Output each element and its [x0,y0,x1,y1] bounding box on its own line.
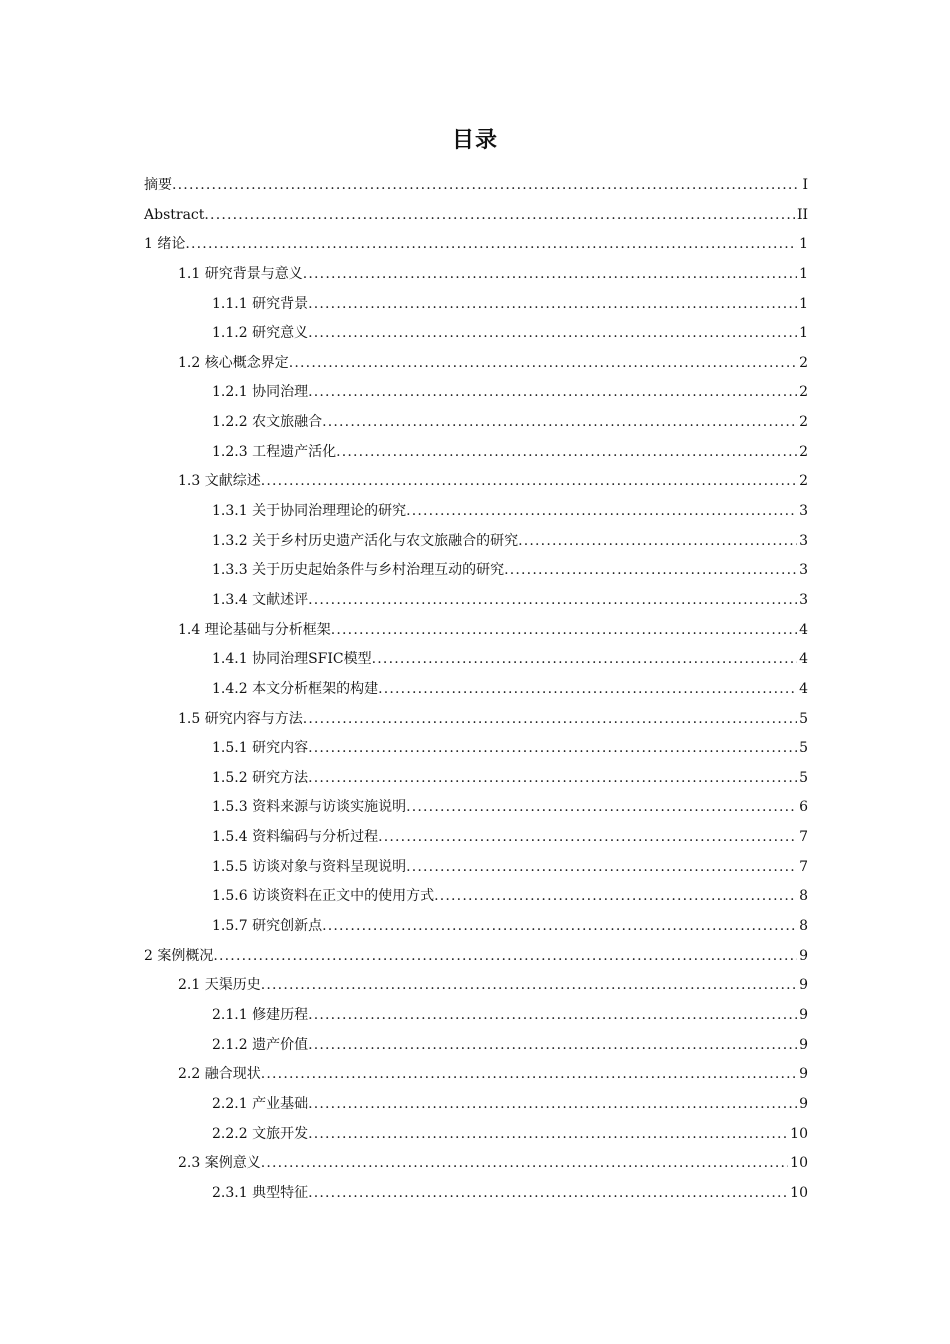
toc-page-number: 3 [799,562,808,579]
toc-page-number: 9 [799,947,808,964]
toc-entry-text: 1.4 理论基础与分析框架 [178,621,331,638]
toc-page-number: 4 [799,680,808,697]
toc-leader-dots [331,616,797,646]
toc-entry[interactable] [144,1179,808,1209]
toc-page-number: 9 [799,1006,808,1023]
toc-entry[interactable] [144,853,808,883]
toc-leader-dots [322,912,797,942]
toc-leader-dots [308,290,797,320]
toc-leader-dots [406,497,797,527]
toc-entry[interactable] [144,1060,808,1090]
toc-entry-text: 1.4.1 协同治理SFIC模型 [212,651,372,668]
toc-leader-dots [378,823,797,853]
toc-entry[interactable] [144,705,808,735]
toc-page-number: 5 [799,710,808,727]
toc-leader-dots [261,1060,797,1090]
toc-entry[interactable] [144,349,808,379]
toc-page-number: 10 [790,1125,808,1142]
toc-entry[interactable] [144,1149,808,1179]
toc-entry[interactable] [144,171,808,201]
toc-page-number: 2 [799,354,808,371]
toc-entry-text: 1.5.5 访谈对象与资料呈现说明 [212,858,407,875]
toc-list [144,171,808,1208]
toc-entry-text: 1.3.2 关于乡村历史遗产活化与农文旅融合的研究 [212,532,519,549]
toc-entry[interactable] [144,408,808,438]
toc-leader-dots [308,1090,797,1120]
toc-entry[interactable] [144,793,808,823]
toc-leader-dots [303,705,797,735]
toc-page-number: 9 [799,977,808,994]
toc-leader-dots [261,467,797,497]
toc-page-number: 1 [799,325,808,342]
toc-entry-text: 1.2 核心概念界定 [178,354,289,371]
toc-leader-dots [406,793,797,823]
toc-leader-dots [504,556,797,586]
toc-entry-text: 2.2.1 产业基础 [212,1095,309,1112]
toc-leader-dots [261,971,797,1001]
toc-entry[interactable] [144,1031,808,1061]
toc-leader-dots [372,645,797,675]
toc-leader-dots [308,1001,797,1031]
toc-entry-text: 2.1.1 修建历程 [212,1006,309,1023]
toc-entry[interactable] [144,378,808,408]
toc-entry-text: 1.3.3 关于历史起始条件与乡村治理互动的研究 [212,562,505,579]
toc-leader-dots [434,882,797,912]
toc-page-number: 9 [799,1095,808,1112]
toc-entry-text: 1.5.7 研究创新点 [212,918,323,935]
toc-page-number: 5 [799,769,808,786]
toc-entry-text: 1.5.2 研究方法 [212,769,309,786]
toc-page-number: 1 [799,236,808,253]
toc-entry[interactable] [144,616,808,646]
toc-entry-text: 1.1 研究背景与意义 [178,265,303,282]
toc-entry-text: 1 绪论 [144,236,186,253]
toc-page-number: 8 [799,918,808,935]
toc-entry[interactable] [144,734,808,764]
toc-page-number: 3 [799,503,808,520]
toc-entry[interactable] [144,438,808,468]
toc-page-number: 9 [799,1066,808,1083]
toc-entry-text: 1.1.2 研究意义 [212,325,309,342]
toc-entry[interactable] [144,1001,808,1031]
toc-entry-text: 1.2.1 协同治理 [212,384,309,401]
toc-leader-dots [308,734,797,764]
toc-page-number: 3 [799,591,808,608]
toc-entry[interactable] [144,319,808,349]
toc-entry[interactable] [144,1090,808,1120]
toc-page-number: 10 [790,1155,808,1172]
toc-entry[interactable] [144,586,808,616]
toc-entry[interactable] [144,675,808,705]
toc-page-number: 7 [799,829,808,846]
toc-entry-text: 1.5.1 研究内容 [212,740,309,757]
toc-entry-text: 1.3.1 关于协同治理理论的研究 [212,503,407,520]
toc-leader-dots [378,675,797,705]
toc-entry[interactable] [144,823,808,853]
toc-entry[interactable] [144,201,808,231]
toc-page-number: 9 [799,1036,808,1053]
toc-leader-dots [308,764,797,794]
toc-entry[interactable] [144,971,808,1001]
toc-entry[interactable] [144,912,808,942]
toc-entry-text: 1.5.3 资料来源与访谈实施说明 [212,799,407,816]
toc-leader-dots [204,201,795,231]
toc-leader-dots [322,408,797,438]
toc-entry-text: 1.5.4 资料编码与分析过程 [212,829,379,846]
toc-page-number: I [802,177,808,193]
toc-leader-dots [406,853,797,883]
toc-entry-text: 1.3 文献综述 [178,473,261,490]
toc-entry-text: 2.1 天渠历史 [178,977,261,994]
toc-entry-text: 1.5 研究内容与方法 [178,710,303,727]
toc-entry[interactable] [144,527,808,557]
toc-page-number: 4 [799,621,808,638]
toc-leader-dots [185,230,797,260]
toc-leader-dots [308,586,797,616]
toc-page-number: 2 [799,384,808,401]
toc-page-number: 10 [790,1184,808,1201]
toc-entry[interactable] [144,467,808,497]
toc-entry[interactable] [144,497,808,527]
toc-entry[interactable] [144,230,808,260]
toc-entry[interactable] [144,645,808,675]
toc-page-number: 2 [799,414,808,431]
toc-leader-dots [308,1031,797,1061]
toc-page-number: 8 [799,888,808,905]
toc-leader-dots [518,527,797,557]
toc-page-number: 7 [799,858,808,875]
toc-entry[interactable] [144,260,808,290]
toc-entry[interactable] [144,1120,808,1150]
toc-page-number: 5 [799,740,808,757]
toc-entry-text: Abstract [144,206,205,223]
toc-leader-dots [308,319,797,349]
toc-entry[interactable] [144,290,808,320]
toc-entry-text: 2.1.2 遗产价值 [212,1036,309,1053]
toc-page-number: 3 [799,532,808,549]
toc-leader-dots [172,171,800,201]
toc-entry-text: 1.4.2 本文分析框架的构建 [212,680,379,697]
toc-entry-text: 1.2.3 工程遗产活化 [212,443,337,460]
toc-page-number: 2 [799,443,808,460]
toc-entry-text: 2.3 案例意义 [178,1155,261,1172]
toc-entry-text: 1.3.4 文献述评 [212,591,309,608]
toc-leader-dots [336,438,797,468]
toc-entry-text: 1.2.2 农文旅融合 [212,414,323,431]
toc-leader-dots [303,260,797,290]
toc-entry-text: 摘要 [144,177,172,193]
toc-page-number: 1 [799,265,808,282]
toc-entry-text: 2.3.1 典型特征 [212,1184,309,1201]
toc-entry[interactable] [144,764,808,794]
toc-entry-text: 1.5.6 访谈资料在正文中的使用方式 [212,888,435,905]
toc-entry[interactable] [144,942,808,972]
toc-page-number: 6 [799,799,808,816]
toc-page-number: 2 [799,473,808,490]
toc-page-number: II [796,206,808,223]
toc-leader-dots [308,1179,788,1209]
toc-page-number: 1 [799,295,808,312]
toc-entry-text: 2.2.2 文旅开发 [212,1125,309,1142]
toc-entry-text: 2.2 融合现状 [178,1066,261,1083]
toc-leader-dots [308,1120,788,1150]
toc-title: 目录 [451,128,498,153]
toc-page-number: 4 [799,651,808,668]
toc-leader-dots [213,942,797,972]
toc-leader-dots [289,349,797,379]
toc-entry[interactable] [144,556,808,586]
toc-leader-dots [261,1149,788,1179]
toc-entry-text: 2 案例概况 [144,947,214,964]
toc-leader-dots [308,378,797,408]
toc-entry[interactable] [144,882,808,912]
toc-entry-text: 1.1.1 研究背景 [212,295,309,312]
